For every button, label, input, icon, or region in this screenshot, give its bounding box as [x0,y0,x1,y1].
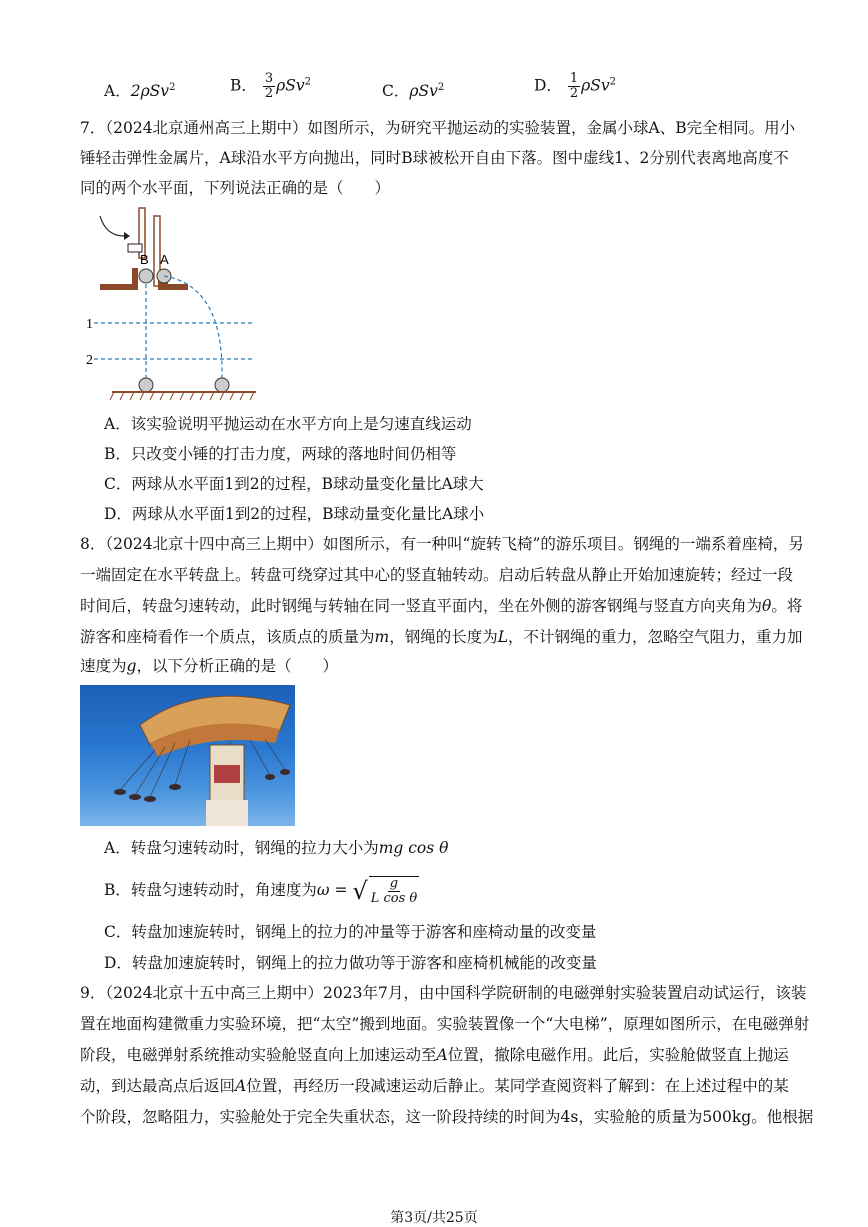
q8-stem-line3: 时间后，转盘匀速转动，此时钢绳与转轴在同一竖直平面内，坐在外侧的游客钢绳与竖直方向夹角为θ。将 [80,597,803,615]
label-plane-2: 2 [86,353,93,368]
q9-stem-line2: 置在地面构建微重力实验环境，把“太空”搬到地面。实验装置像一个“大电梯”，原理如图所示，在电磁弹射 [80,1015,810,1033]
q8-option-c: C．转盘加速旋转时，钢绳上的拉力的冲量等于游客和座椅动量的改变量 [104,923,597,941]
q7-projectile-apparatus-figure [84,206,264,402]
q7-option-a: A．该实验说明平抛运动在水平方向上是匀速直线运动 [104,415,472,433]
q8-option-a: A．转盘匀速转动时，钢绳的拉力大小为mg cos θ [104,839,449,857]
q7-option-c: C．两球从水平面1到2的过程，B球动量变化量比A球大 [104,475,484,493]
q6-option-b: B． $\frac{3}{2}$ ρSv$^2$ [230,71,311,101]
q8-option-d: D．转盘加速旋转时，钢绳上的拉力做功等于游客和座椅机械能的改变量 [104,954,597,972]
q9-stem-line1: 9．（2024北京十五中高三上期中）2023年7月，由中国科学院研制的电磁弹射实验装置启动试运行，该装 [80,984,807,1002]
q8-stem-line4: 游客和座椅看作一个质点，该质点的质量为m，钢绳的长度为L，不计钢绳的重力，忽略空气阻力，重力加 [80,628,803,646]
q7-stem-line3: 同的两个水平面，下列说法正确的是（ ） [80,179,391,197]
label-ball-a: A [160,252,169,267]
q8-option-b: B．转盘匀速转动时，角速度为ω = √ $\frac{g}{\text{L cos θ}}$ [104,876,418,906]
q7-stem-line2: 锤轻击弹性金属片，A球沿水平方向抛出，同时B球被松开自由下落。图中虚线1、2分别代表离地高度不 [80,149,789,167]
q6-option-a: A．2ρSv$^2$ [104,82,176,101]
label-ball-b: B [140,252,149,267]
q8-stem-line2: 一端固定在水平转盘上。转盘可绕穿过其中心的竖直轴转动。启动后转盘从静止开始加速旋转；经过一段 [80,566,794,584]
label-plane-1: 1 [86,317,93,332]
q7-option-b: B．只改变小锤的打击力度，两球的落地时间仍相等 [104,445,457,463]
q7-stem-line1: 7．（2024北京通州高三上期中）如图所示，为研究平抛运动的实验装置，金属小球A、B完全相同。用小 [80,119,796,137]
q6-option-d: D． $\frac{1}{2}$ ρSv$^2$ [534,71,617,101]
q8-stem-line1: 8．（2024北京十四中高三上期中）如图所示，有一种叫“旋转飞椅”的游乐项目。钢绳的一端系着座椅，另 [80,535,804,553]
page-number-footer: 第3页/共25页 [390,1210,478,1226]
q9-stem-line3: 阶段，电磁弹射系统推动实验舱竖直向上加速运动至A位置，撤除电磁作用。此后，实验舱做竖直上抛运 [80,1046,789,1064]
swing-ride-photo [80,685,295,826]
q9-stem-line4: 动，到达最高点后返回A位置，再经历一段减速运动后静止。某同学查阅资料了解到：在上述过程中的某 [80,1077,789,1095]
q8-stem-line5: 速度为g，以下分析正确的是（ ） [80,657,338,675]
q6-option-c: C．ρSv$^2$ [382,82,445,101]
q7-option-d: D．两球从水平面1到2的过程，B球动量变化量比A球小 [104,505,485,523]
q9-stem-line5: 个阶段，忽略阻力，实验舱处于完全失重状态，这一阶段持续的时间为4s，实验舱的质量为500kg。他根据 [80,1108,814,1126]
